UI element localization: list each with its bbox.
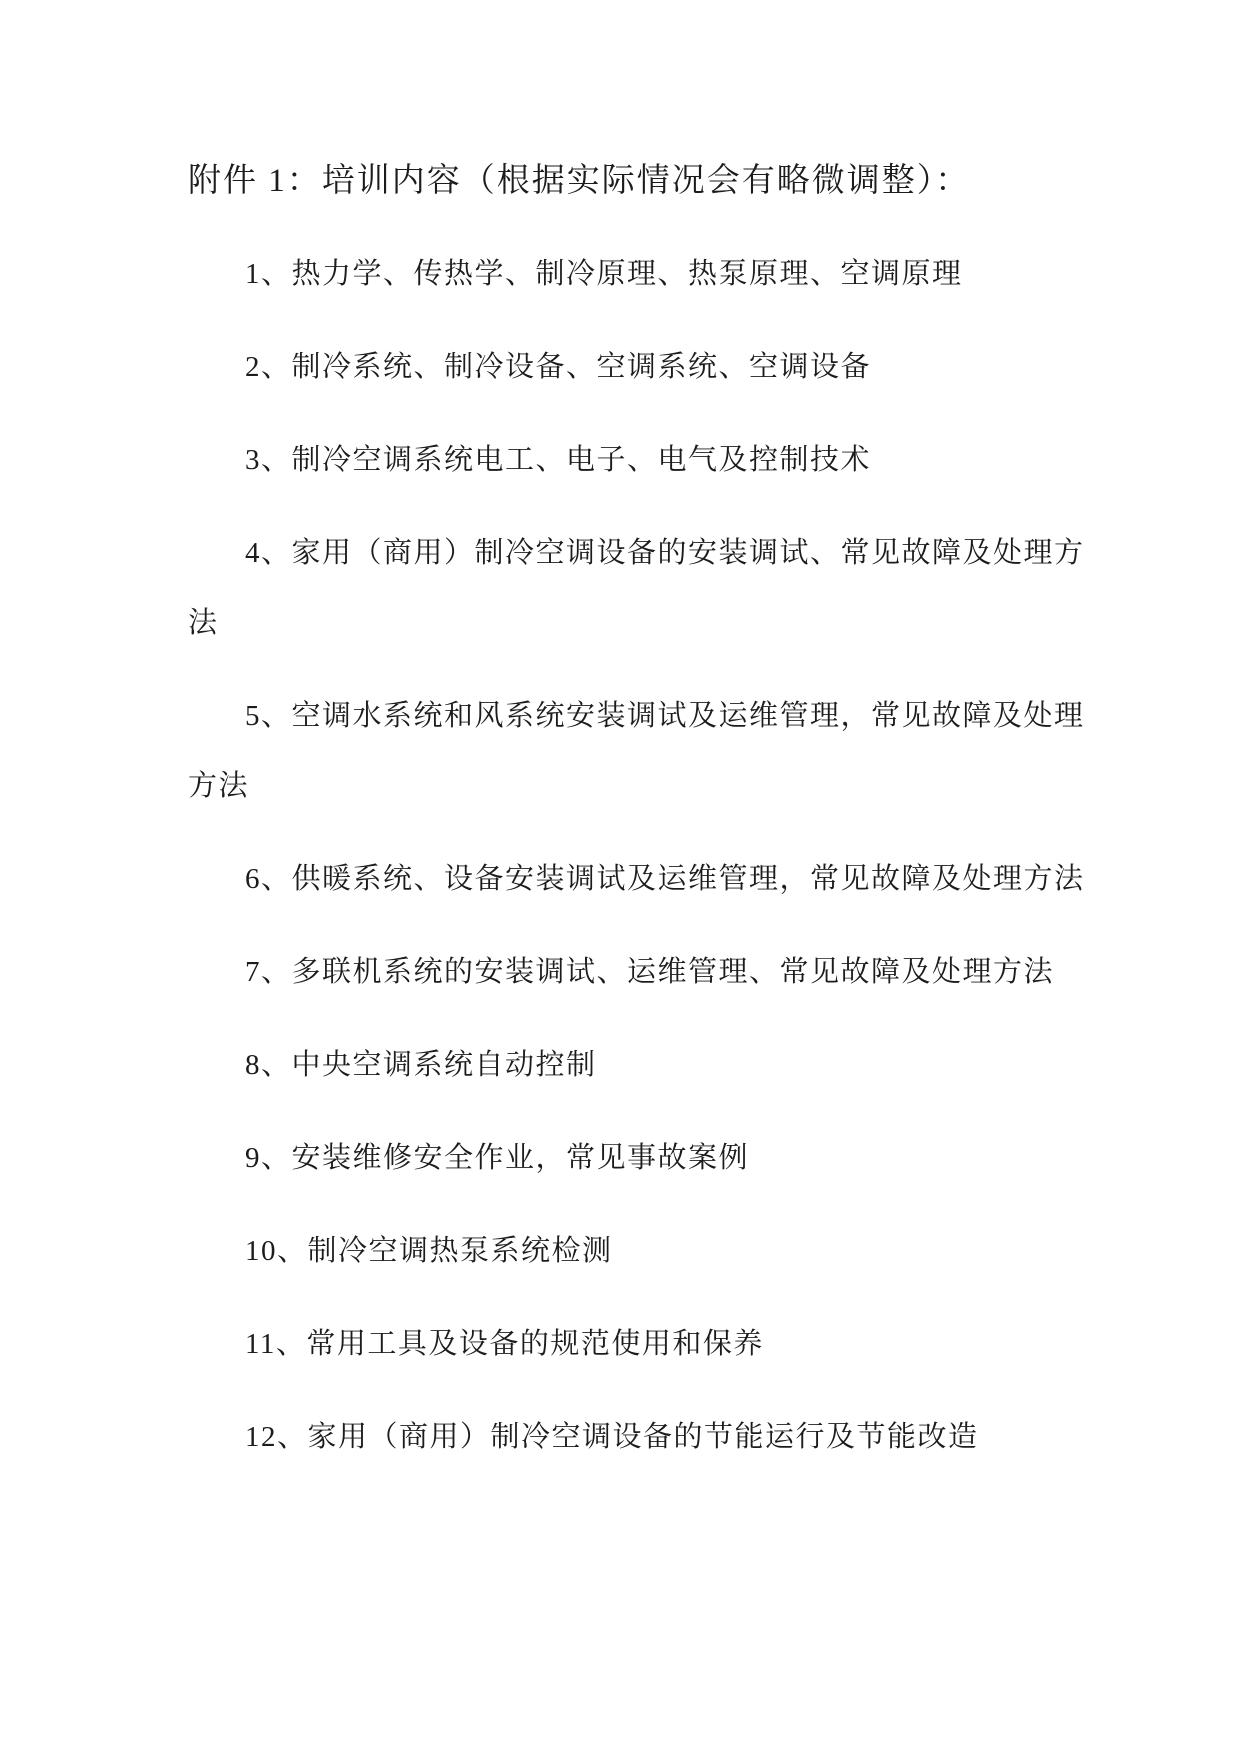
list-item [188,1402,1110,1472]
list-item-line: 11、常用工具及设备的规范使用和保养 [245,1328,764,1360]
list-item-line: 7、多联机系统的安装调试、运维管理、常见故障及处理方法 [245,956,1055,988]
list-item-line: 1、热力学、传热学、制冷原理、热泵原理、空调原理 [245,258,963,290]
list-item-line: 10、制冷空调热泵系统检测 [245,1235,613,1267]
list-item [188,518,1110,658]
list-item [188,844,1110,914]
list-item-line: 3、制冷空调系统电工、电子、电气及控制技术 [245,444,872,476]
document-title: 附件 1：培训内容（根据实际情况会有略微调整）： [188,163,971,199]
training-content-list [188,239,1110,1472]
list-item-line: 方法 [188,770,250,802]
list-item-line: 12、家用（商用）制冷空调设备的节能运行及节能改造 [245,1421,979,1453]
list-item [188,239,1110,309]
list-item [188,1030,1110,1100]
list-item-line: 5、空调水系统和风系统安装调试及运维管理，常见故障及处理 [245,700,1085,732]
list-item-line: 4、家用（商用）制冷空调设备的安装调试、常见故障及处理方 [245,537,1085,569]
list-item [188,1309,1110,1379]
list-item [188,1216,1110,1286]
list-item [188,1123,1110,1193]
list-item-line: 2、制冷系统、制冷设备、空调系统、空调设备 [245,351,872,383]
list-item-line: 8、中央空调系统自动控制 [245,1049,597,1081]
list-item [188,681,1110,821]
list-item [188,937,1110,1007]
list-item [188,425,1110,495]
list-item-line: 6、供暖系统、设备安装调试及运维管理，常见故障及处理方法 [245,863,1085,895]
list-item [188,332,1110,402]
list-item-line: 法 [188,607,219,639]
list-item-line: 9、安装维修安全作业，常见事故案例 [245,1142,750,1174]
